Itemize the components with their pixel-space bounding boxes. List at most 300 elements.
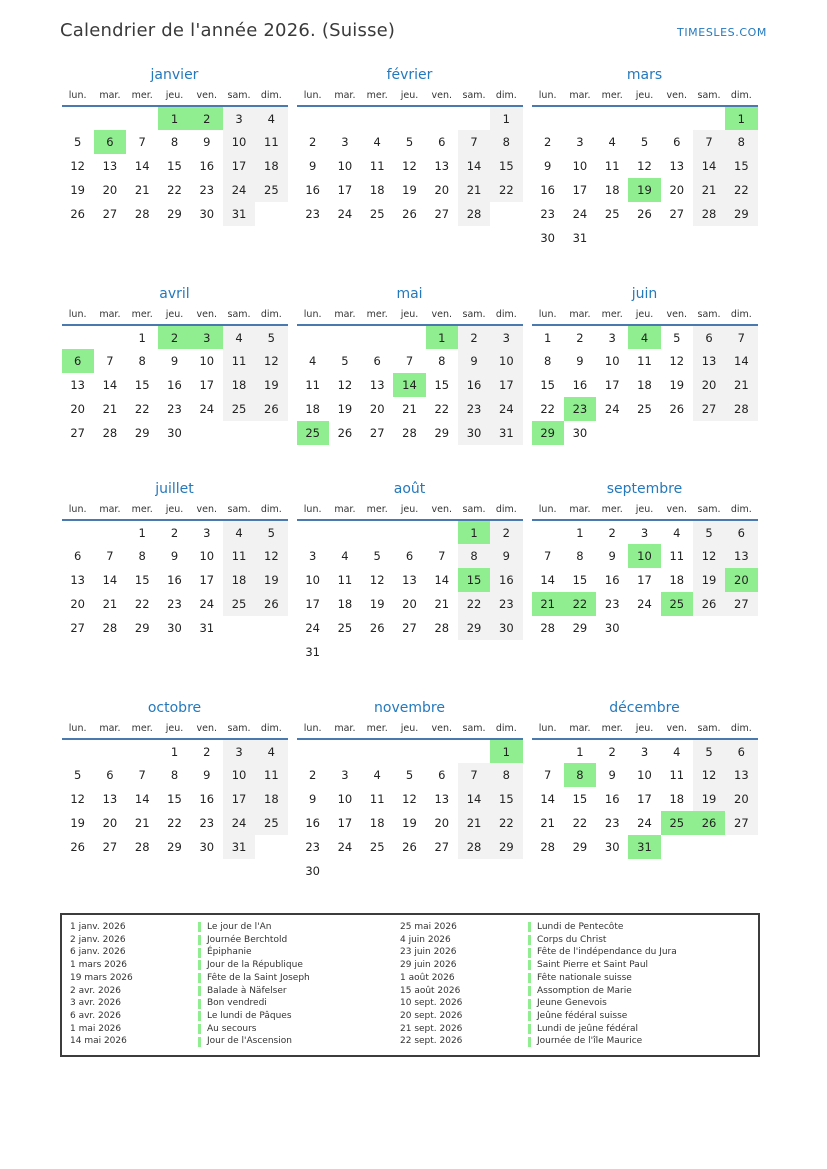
day-cell: 23 — [604, 597, 620, 611]
weekday-header: ven. — [661, 504, 693, 520]
weekday-header: lun. — [532, 90, 564, 106]
holiday-name: Au secours — [207, 1023, 257, 1034]
day-cell: 6 — [673, 135, 681, 149]
day-cell: 17 — [337, 816, 353, 830]
day-cell — [297, 520, 329, 544]
day-cell: 9 — [608, 549, 616, 563]
holiday-name: Corps du Christ — [537, 934, 607, 945]
legend-row — [400, 1035, 750, 1048]
day-cell: 25 — [255, 811, 287, 835]
day-cell: 9 — [308, 159, 317, 173]
day-cell: 9 — [608, 768, 616, 782]
day-cell: 18 — [337, 597, 353, 611]
day-cell: 3 — [308, 549, 317, 563]
day-cell — [661, 835, 693, 859]
month-table — [297, 723, 523, 883]
weekday-header: ven. — [661, 90, 693, 106]
day-cell: 30 — [167, 426, 182, 440]
day-cell: 3 — [223, 739, 255, 763]
day-cell: 27 — [693, 397, 725, 421]
day-cell: 31 — [628, 835, 660, 859]
day-cell — [532, 739, 564, 763]
day-cell: 29 — [725, 202, 757, 226]
weekday-header: lun. — [532, 723, 564, 739]
day-cell: 15 — [490, 154, 522, 178]
day-cell: 21 — [725, 373, 757, 397]
day-cell: 22 — [134, 597, 150, 611]
weekday-header: mar. — [564, 504, 596, 520]
day-cell: 15 — [167, 792, 182, 806]
day-cell: 29 — [572, 621, 588, 635]
day-cell: 8 — [170, 768, 179, 782]
day-cell: 23 — [540, 207, 555, 221]
day-cell: 10 — [637, 768, 652, 782]
holiday-name: Le jour de l'An — [207, 922, 272, 932]
day-cell — [393, 325, 425, 349]
weekday-header: lun. — [62, 504, 94, 520]
day-cell — [725, 421, 757, 445]
weekday-header: dim. — [490, 723, 522, 739]
weekday-header: ven. — [191, 309, 223, 325]
day-cell: 1 — [138, 330, 146, 345]
holiday-date: 6 avr. 2026 — [70, 1010, 121, 1021]
day-cell — [297, 325, 329, 349]
day-cell: 1 — [138, 525, 146, 540]
day-cell: 8 — [543, 354, 552, 368]
weekday-header: jeu. — [628, 309, 660, 325]
day-cell: 30 — [199, 840, 215, 854]
day-cell: 12 — [637, 159, 652, 173]
month-septembre — [530, 481, 759, 640]
day-cell: 9 — [458, 349, 490, 373]
weekday-header: jeu. — [628, 504, 660, 520]
month-juillet — [60, 481, 289, 640]
day-cell — [361, 739, 393, 763]
holiday-tick-icon — [198, 1024, 201, 1034]
holiday-name: Jour de l'Ascension — [207, 1036, 292, 1047]
holiday-date: 19 mars 2026 — [70, 972, 133, 983]
weekday-header: mer. — [596, 504, 628, 520]
day-cell: 18 — [604, 183, 620, 197]
day-cell — [329, 325, 361, 349]
holiday-name: Fête de la Saint Joseph — [207, 972, 310, 983]
legend-row — [400, 972, 750, 985]
day-cell: 23 — [458, 397, 490, 421]
day-cell: 11 — [337, 573, 353, 587]
day-cell — [297, 106, 329, 130]
legend-row — [400, 959, 750, 972]
weekday-header: dim. — [725, 309, 757, 325]
month-table — [297, 309, 523, 445]
day-cell — [393, 859, 425, 883]
day-cell: 31 — [490, 421, 522, 445]
day-cell: 2 — [490, 520, 522, 544]
day-cell: 12 — [402, 792, 417, 806]
day-cell: 25 — [637, 402, 652, 416]
day-cell: 11 — [223, 544, 255, 568]
day-cell: 9 — [170, 354, 179, 368]
day-cell: 15 — [572, 573, 588, 587]
day-cell — [62, 739, 94, 763]
day-cell — [661, 616, 693, 640]
day-cell: 12 — [369, 573, 385, 587]
weekday-header: dim. — [490, 504, 522, 520]
legend-row — [70, 997, 392, 1010]
day-cell: 18 — [669, 792, 685, 806]
holiday-date: 29 juin 2026 — [400, 960, 457, 971]
day-cell: 30 — [458, 421, 490, 445]
day-cell — [490, 202, 522, 226]
day-cell: 1 — [158, 106, 190, 130]
day-cell: 18 — [369, 816, 385, 830]
month-title: juillet — [155, 481, 194, 497]
month-table — [62, 309, 288, 445]
day-cell: 20 — [669, 183, 685, 197]
weekday-header: mar. — [564, 309, 596, 325]
holiday-tick-icon — [528, 922, 531, 932]
day-cell: 13 — [725, 763, 757, 787]
day-cell: 24 — [199, 597, 215, 611]
weekday-header: mer. — [361, 723, 393, 739]
day-cell: 28 — [402, 426, 417, 440]
day-cell: 27 — [434, 840, 450, 854]
weekday-header: mer. — [596, 723, 628, 739]
day-cell: 10 — [337, 792, 353, 806]
day-cell: 30 — [199, 207, 215, 221]
weekday-header: jeu. — [393, 90, 425, 106]
holiday-tick-icon — [198, 922, 201, 932]
month-title: mars — [626, 67, 663, 83]
month-novembre — [295, 700, 524, 883]
day-cell: 17 — [305, 597, 320, 611]
holiday-name: Jeune Genevois — [537, 998, 607, 1009]
day-cell — [361, 859, 393, 883]
day-cell: 9 — [576, 354, 584, 368]
day-cell: 30 — [167, 621, 182, 635]
day-cell: 29 — [532, 421, 564, 445]
day-cell — [361, 106, 393, 130]
day-cell: 10 — [572, 159, 588, 173]
month-table — [297, 504, 523, 664]
weekday-header: lun. — [62, 309, 94, 325]
day-cell: 31 — [305, 645, 320, 659]
day-cell: 22 — [490, 811, 522, 835]
day-cell: 1 — [576, 525, 584, 540]
weekday-header: lun. — [297, 504, 329, 520]
day-cell: 28 — [540, 840, 555, 854]
weekday-header: dim. — [725, 723, 757, 739]
day-cell — [628, 616, 660, 640]
day-cell: 12 — [337, 378, 353, 392]
holiday-tick-icon — [528, 973, 531, 983]
holiday-date: 3 avr. 2026 — [70, 998, 121, 1009]
day-cell: 23 — [490, 592, 522, 616]
day-cell: 29 — [434, 426, 450, 440]
day-cell: 9 — [203, 768, 211, 782]
day-cell: 13 — [70, 573, 85, 587]
day-cell: 28 — [693, 202, 725, 226]
weekday-header: dim. — [725, 504, 757, 520]
month-août — [295, 481, 524, 664]
month-table — [532, 309, 758, 445]
day-cell: 25 — [297, 421, 329, 445]
day-cell: 22 — [434, 402, 450, 416]
holiday-tick-icon — [198, 986, 201, 996]
day-cell: 4 — [223, 520, 255, 544]
day-cell — [426, 859, 458, 883]
day-cell: 27 — [70, 621, 85, 635]
day-cell: 5 — [693, 520, 725, 544]
day-cell: 7 — [438, 549, 446, 563]
day-cell: 2 — [608, 525, 616, 540]
day-cell: 4 — [628, 325, 660, 349]
day-cell: 7 — [543, 768, 552, 782]
weekday-header: dim. — [255, 504, 287, 520]
day-cell: 27 — [725, 811, 757, 835]
month-table — [62, 90, 288, 226]
day-cell: 25 — [337, 621, 353, 635]
day-cell: 14 — [134, 159, 150, 173]
day-cell: 9 — [490, 544, 522, 568]
day-cell: 26 — [369, 621, 385, 635]
weekday-header: jeu. — [628, 90, 660, 106]
day-cell: 12 — [669, 354, 685, 368]
day-cell: 8 — [576, 549, 584, 563]
day-cell — [725, 226, 757, 250]
day-cell — [94, 106, 126, 130]
day-cell: 22 — [134, 402, 150, 416]
day-cell: 27 — [402, 621, 417, 635]
day-cell: 14 — [102, 378, 118, 392]
day-cell: 3 — [576, 135, 584, 149]
day-cell: 19 — [70, 183, 85, 197]
day-cell: 26 — [70, 840, 85, 854]
day-cell: 5 — [405, 768, 414, 782]
day-cell: 4 — [673, 525, 681, 540]
day-cell: 14 — [540, 792, 555, 806]
day-cell: 17 — [490, 373, 522, 397]
day-cell: 27 — [725, 592, 757, 616]
day-cell — [532, 520, 564, 544]
legend-row — [400, 934, 750, 947]
day-cell: 23 — [199, 816, 215, 830]
day-cell: 23 — [564, 397, 596, 421]
month-janvier — [60, 67, 289, 226]
weekday-header: mar. — [329, 723, 361, 739]
legend-row — [400, 985, 750, 998]
month-title: août — [393, 481, 426, 497]
day-cell: 29 — [572, 840, 588, 854]
day-cell: 2 — [158, 325, 190, 349]
day-cell: 28 — [725, 397, 757, 421]
holiday-tick-icon — [528, 999, 531, 1009]
day-cell: 10 — [490, 349, 522, 373]
day-cell: 4 — [341, 549, 349, 563]
day-cell: 26 — [693, 592, 725, 616]
day-cell — [393, 739, 425, 763]
day-cell: 28 — [134, 207, 150, 221]
legend-row — [70, 1035, 392, 1048]
day-cell — [426, 640, 458, 664]
month-title: septembre — [606, 481, 683, 497]
month-table — [532, 90, 758, 250]
weekday-header: ven. — [191, 723, 223, 739]
holiday-name: Épiphanie — [207, 947, 252, 958]
day-cell: 23 — [167, 402, 182, 416]
day-cell: 5 — [640, 135, 649, 149]
weekday-header: sam. — [223, 309, 255, 325]
weekday-header: ven. — [426, 309, 458, 325]
day-cell: 19 — [337, 402, 353, 416]
day-cell: 20 — [725, 787, 757, 811]
day-cell: 8 — [138, 354, 146, 368]
day-cell: 10 — [628, 544, 660, 568]
day-cell: 17 — [199, 378, 215, 392]
day-cell: 3 — [640, 744, 649, 759]
day-cell: 4 — [608, 135, 616, 149]
day-cell: 8 — [490, 130, 522, 154]
day-cell: 24 — [305, 621, 320, 635]
day-cell: 23 — [305, 840, 320, 854]
weekday-header: ven. — [191, 90, 223, 106]
day-cell: 21 — [102, 402, 118, 416]
day-cell: 11 — [255, 130, 287, 154]
day-cell: 29 — [134, 621, 150, 635]
day-cell: 14 — [102, 573, 118, 587]
day-cell: 17 — [572, 183, 588, 197]
weekday-header: lun. — [297, 90, 329, 106]
weekday-header: dim. — [255, 90, 287, 106]
day-cell: 13 — [693, 349, 725, 373]
day-cell: 24 — [337, 207, 353, 221]
day-cell: 11 — [369, 792, 385, 806]
holiday-tick-icon — [528, 960, 531, 970]
day-cell — [596, 226, 628, 250]
month-title: janvier — [150, 67, 199, 83]
day-cell: 24 — [572, 207, 588, 221]
day-cell — [693, 421, 725, 445]
day-cell — [458, 106, 490, 130]
holiday-tick-icon — [198, 935, 201, 945]
day-cell: 26 — [637, 207, 652, 221]
day-cell: 30 — [540, 231, 555, 245]
day-cell: 4 — [255, 739, 287, 763]
weekday-header: lun. — [532, 504, 564, 520]
weekday-header: mar. — [329, 90, 361, 106]
day-cell: 8 — [725, 130, 757, 154]
day-cell: 3 — [191, 325, 223, 349]
day-cell: 1 — [725, 106, 757, 130]
day-cell: 22 — [564, 592, 596, 616]
day-cell: 13 — [725, 544, 757, 568]
day-cell: 6 — [725, 520, 757, 544]
day-cell: 24 — [223, 178, 255, 202]
day-cell: 8 — [458, 544, 490, 568]
day-cell: 28 — [134, 840, 150, 854]
day-cell — [255, 616, 287, 640]
day-cell: 12 — [255, 544, 287, 568]
weekday-header: mer. — [361, 309, 393, 325]
day-cell: 23 — [305, 207, 320, 221]
legend-row — [70, 1010, 392, 1023]
day-cell: 21 — [102, 597, 118, 611]
weekday-header: mar. — [564, 723, 596, 739]
day-cell: 22 — [458, 592, 490, 616]
holiday-date: 15 août 2026 — [400, 985, 461, 996]
day-cell: 18 — [369, 183, 385, 197]
day-cell — [223, 421, 255, 445]
weekday-header: mer. — [126, 504, 158, 520]
day-cell: 10 — [223, 763, 255, 787]
weekday-header: mer. — [596, 90, 628, 106]
day-cell — [361, 325, 393, 349]
weekday-header: sam. — [693, 723, 725, 739]
day-cell: 14 — [393, 373, 425, 397]
day-cell: 7 — [138, 135, 146, 149]
day-cell: 30 — [305, 864, 320, 878]
legend-row — [400, 921, 750, 934]
month-title: octobre — [147, 700, 202, 716]
day-cell: 24 — [637, 597, 652, 611]
day-cell: 20 — [693, 373, 725, 397]
month-table — [532, 723, 758, 859]
weekday-header: ven. — [191, 504, 223, 520]
day-cell: 24 — [337, 840, 353, 854]
day-cell: 28 — [540, 621, 555, 635]
day-cell: 15 — [572, 792, 588, 806]
weekday-header: sam. — [223, 90, 255, 106]
day-cell: 14 — [725, 349, 757, 373]
site-link[interactable]: TIMESLES.COM — [677, 26, 767, 39]
day-cell — [490, 859, 522, 883]
day-cell — [62, 520, 94, 544]
day-cell: 16 — [199, 792, 215, 806]
day-cell: 5 — [73, 135, 82, 149]
weekday-header: mer. — [126, 90, 158, 106]
day-cell: 24 — [199, 402, 215, 416]
day-cell: 19 — [255, 373, 287, 397]
day-cell: 2 — [543, 135, 552, 149]
day-cell: 20 — [369, 402, 385, 416]
day-cell: 11 — [255, 763, 287, 787]
legend-row — [70, 921, 392, 934]
day-cell — [255, 202, 287, 226]
day-cell: 11 — [604, 159, 620, 173]
holiday-date: 4 juin 2026 — [400, 934, 451, 945]
holiday-date: 1 mai 2026 — [70, 1023, 122, 1034]
day-cell: 23 — [604, 816, 620, 830]
day-cell: 31 — [199, 621, 215, 635]
day-cell: 28 — [434, 621, 450, 635]
weekday-header: dim. — [490, 90, 522, 106]
legend-row — [70, 972, 392, 985]
weekday-header: lun. — [532, 309, 564, 325]
day-cell: 31 — [223, 202, 255, 226]
day-cell: 20 — [70, 597, 85, 611]
weekday-header: jeu. — [158, 90, 190, 106]
day-cell — [329, 739, 361, 763]
legend-row — [400, 1023, 750, 1036]
day-cell: 5 — [373, 549, 381, 563]
day-cell: 10 — [337, 159, 353, 173]
day-cell: 25 — [369, 840, 385, 854]
day-cell — [126, 106, 158, 130]
day-cell — [661, 421, 693, 445]
month-title: juin — [631, 286, 658, 302]
day-cell: 5 — [405, 135, 414, 149]
day-cell — [393, 520, 425, 544]
day-cell: 21 — [402, 402, 417, 416]
